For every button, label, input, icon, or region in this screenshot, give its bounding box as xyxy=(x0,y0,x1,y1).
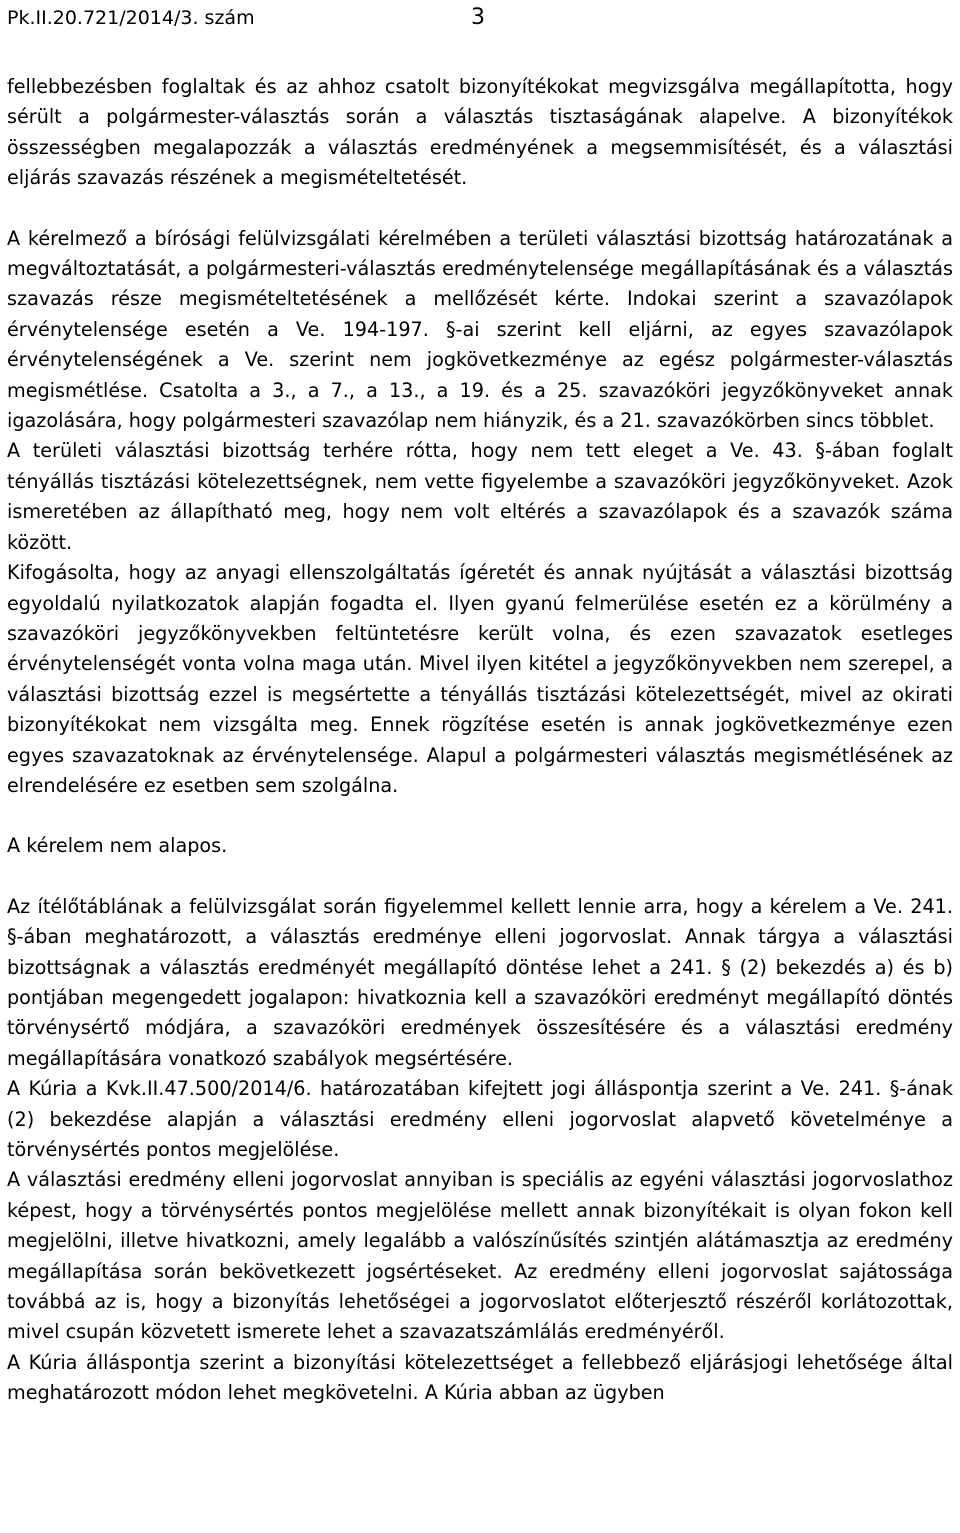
paragraph: A Kúria a Kvk.II.47.500/2014/6. határozatában kifejtett jogi álláspontja szerint a Ve. 241. §-ának (2) bekezdése alapján a választási eredmény elleni jogorvoslat alapvető követelménye a törvénysértés pontos megjelölése. xyxy=(7,1077,953,1161)
paragraph: A területi választási bizottság terhére rótta, hogy nem tett eleget a Ve. 43. §-ában foglalt tényállás tisztázási kötelezettségnek, nem vette figyelembe a szavazóköri jegyzőkönyveket. Azok ismeretében az állapítható meg, hogy nem volt eltérés a szavazólapok és a szavazók száma között. xyxy=(7,439,953,554)
paragraph: Az ítélőtáblának a felülvizsgálat során figyelemmel kellett lennie arra, hogy a kérelem a Ve. 241. §-ában meghatározott, a választás eredménye elleni jogorvoslat. Annak tárgya a választási bizottságnak a választás eredményét megállapító döntése lehet a 241. § (2) bekezdés a) és b) pontjában megengedett jogalapon: hivatkoznia kell a szavazóköri eredményt megállapító döntés törvénysértő módjára, a szavazóköri eredmények összesítésére és a választási eredmény megállapítására vonatkozó szabályok megsértésére. xyxy=(7,894,953,1070)
paragraph: A Kúria álláspontja szerint a bizonyítási kötelezettséget a fellebbező eljárásjogi lehetősége által meghatározott módon lehet megkövetelni. A Kúria abban az ügyben xyxy=(7,1350,953,1405)
page-header xyxy=(7,4,953,32)
paragraph: fellebbezésben foglaltak és az ahhoz csatolt bizonyítékokat megvizsgálva megállapította, hogy sérült a polgármester-választás során a választás tisztaságának alapelve. A bizonyítékok összességben megalapozzák a választás eredményének a megsemmisítését, és a választási eljárás szavazás részének a megismételtetését. xyxy=(7,75,953,190)
page-number: 3 xyxy=(471,5,485,30)
paragraph: A kérelmező a bírósági felülvizsgálati kérelmében a területi választási bizottság határozatának a megváltoztatását, a polgármesteri-választás eredménytelensége megállapításának és a választás szavazás része megismételtetésének a mellőzését kérte. Indokai szerint a szavazólapok érvénytelensége esetén a Ve. 194-197. §-ai szerint kell eljárni, az egyes szavazólapok érvénytelenségének a Ve. szerint nem jogkövetkezménye az egész polgármester-választás megismétlése. Csatolta a 3., a 7., a 13., a 19. és a 25. szavazóköri jegyzőkönyveket annak igazolására, hogy polgármesteri szavazólap nem hiányzik, és a 21. szavazókörben sincs többlet. xyxy=(7,226,953,433)
document-body xyxy=(7,72,953,1409)
case-reference: Pk.II.20.721/2014/3. szám xyxy=(7,7,255,29)
paragraph: A kérelem nem alapos. xyxy=(7,834,228,858)
paragraph: A választási eredmény elleni jogorvoslat annyiban is speciális az egyéni választási jogorvoslathoz képest, hogy a törvénysértés pontos megjelölése mellett annak bizonyítékait is olyan fokon kell megjelölni, illetve hivatkozni, amely legalább a valószínűsítés szintjén alátámasztja az eredmény megállapítása során bekövetkezett jogsértéseket. Az eredmény elleni jogorvoslat sajátossága továbbá az is, hogy a bizonyítás lehetőségei a jogorvoslatot előterjesztő részéről korlátozottak, mivel csupán közvetett ismerete lehet a szavazatszámlálás eredményéről. xyxy=(7,1168,953,1344)
paragraph: Kifogásolta, hogy az anyagi ellenszolgáltatás ígéretét és annak nyújtását a választási bizottság egyoldalú nyilatkozatok alapján fogadta el. Ilyen gyanú felmerülése esetén ez a körülmény a szavazóköri jegyzőkönyvekben feltüntetésre került volna, és ezen szavazatok esetleges érvénytelenségét vonta volna maga után. Mivel ilyen kitétel a jegyzőkönyvekben nem szerepel, a választási bizottság ezzel is megsértette a tényállás tisztázási kötelezettségét, mivel az okirati bizonyítékokat nem vizsgálta meg. Ennek rögzítése esetén is annak jogkövetkezménye ezen egyes szavazatoknak az érvénytelensége. Alapul a polgármesteri választás megismétlésének az elrendelésére ez esetben sem szolgálna. xyxy=(7,561,953,797)
